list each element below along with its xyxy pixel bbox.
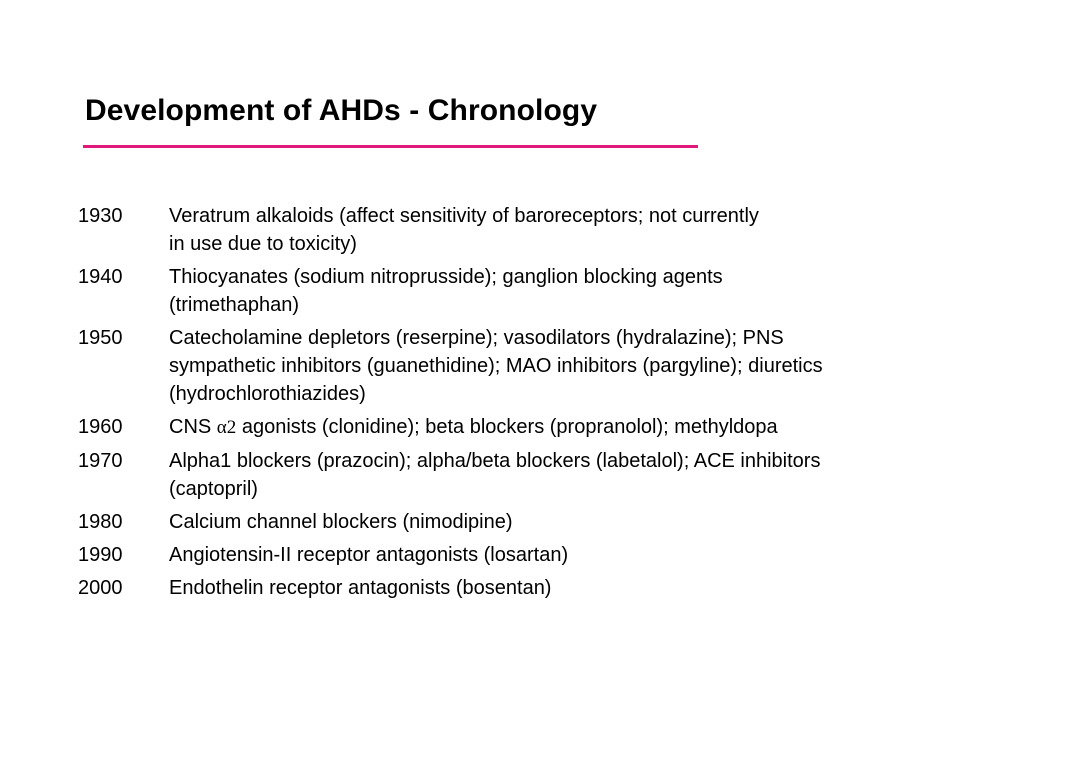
entry-year: 1960 <box>78 416 123 438</box>
entry-year: 1980 <box>78 511 123 533</box>
chronology-entry-1990 <box>78 541 1068 569</box>
entry-text-suffix: agonists (clonidine); beta blockers (propranolol); methyldopa <box>236 416 778 438</box>
alpha2-symbol: α2 <box>216 417 237 438</box>
chronology-entry-2000 <box>78 574 1068 602</box>
entry-year: 1930 <box>78 205 123 227</box>
entry-description: Catecholamine depletors (reserpine); vasodilators (hydralazine); PNS sympathetic inhibitors (guanethidine); MAO inhibitors (pargyline); diuretics (hydrochlorothiazides) <box>169 327 823 405</box>
chronology-entry-1950 <box>78 324 1068 408</box>
chronology-entry-1960 <box>78 413 1068 442</box>
slide-title: Development of AHDs - Chronology <box>85 94 598 127</box>
entry-year: 2000 <box>78 577 123 599</box>
chronology-entry-1980 <box>78 508 1068 536</box>
chronology-entry-1940 <box>78 263 1068 319</box>
title-underline <box>83 145 698 148</box>
chronology-list <box>78 202 1068 607</box>
entry-year: 1950 <box>78 327 123 349</box>
entry-description <box>169 413 1068 442</box>
entry-description: Alpha1 blockers (prazocin); alpha/beta blockers (labetalol); ACE inhibitors (captopril) <box>169 450 821 500</box>
entry-year: 1990 <box>78 544 123 566</box>
entry-description: Endothelin receptor antagonists (bosentan) <box>169 577 552 599</box>
entry-text-prefix: CNS <box>169 416 217 438</box>
entry-year: 1970 <box>78 450 123 472</box>
entry-year: 1940 <box>78 266 123 288</box>
entry-description: Angiotensin-II receptor antagonists (losartan) <box>169 544 569 566</box>
entry-description: Veratrum alkaloids (affect sensitivity of baroreceptors; not currently in use due to toxicity) <box>169 205 759 255</box>
entry-description: Thiocyanates (sodium nitroprusside); ganglion blocking agents (trimethaphan) <box>169 266 723 316</box>
entry-description: Calcium channel blockers (nimodipine) <box>169 511 513 533</box>
chronology-entry-1930 <box>78 202 1068 258</box>
chronology-entry-1970 <box>78 447 1068 503</box>
